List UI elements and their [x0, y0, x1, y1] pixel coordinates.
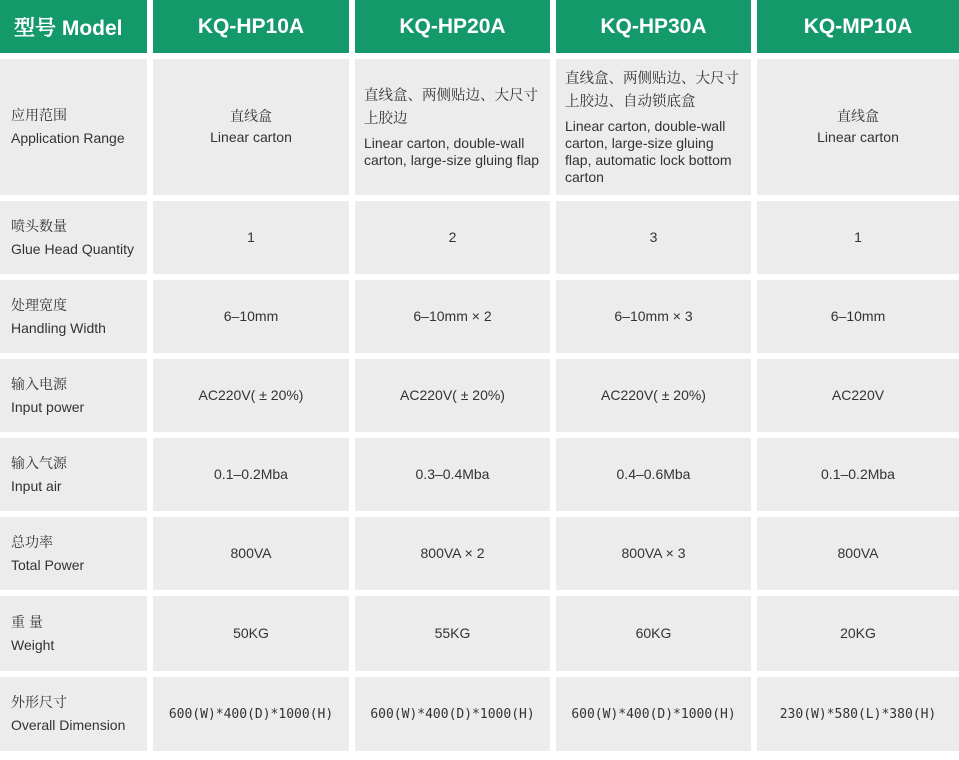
cell-zh: 直线盒 [230, 108, 272, 124]
application-cell-1 [153, 59, 355, 201]
input-power-cell-4: AC220V [757, 359, 959, 438]
row-label-overall-dimension [0, 677, 153, 751]
input-air-cell-2: 0.3–0.4Mba [355, 438, 556, 517]
application-cell-4 [757, 59, 959, 201]
application-cell-3 [556, 59, 757, 201]
row-label-input-air [0, 438, 153, 517]
row-label-zh: 处理宽度 [11, 296, 67, 313]
weight-cell-1: 50KG [153, 596, 355, 677]
cell-en: Linear carton [817, 129, 899, 145]
input-power-cell-3: AC220V( ± 20%) [556, 359, 757, 438]
application-cell-2 [355, 59, 556, 201]
dimension-cell-4: 230(W)*580(L)*380(H) [757, 677, 959, 751]
row-label-handling-width [0, 280, 153, 359]
row-label-en: Overall Dimension [11, 717, 126, 733]
input-air-cell-1: 0.1–0.2Mba [153, 438, 355, 517]
cell-zh: 直线盒 [837, 108, 879, 124]
cell-zh: 直线盒、两侧贴边、大尺寸上胶边、自动锁底盒 [565, 71, 739, 110]
row-label-total-power [0, 517, 153, 596]
glue-head-cell-4: 1 [757, 201, 959, 280]
row-label-en: Input power [11, 398, 85, 415]
total-power-cell-2: 800VA × 2 [355, 517, 556, 596]
cell-en: Linear carton, double-wall carton, large-size gluing flap [364, 135, 540, 168]
row-label-en: Total Power [11, 556, 85, 573]
row-label-en: Glue Head Quantity [11, 240, 134, 257]
row-label-zh: 输入气源 [11, 454, 67, 471]
row-label-en: Application Range [11, 130, 125, 146]
row-label-zh: 输入电源 [11, 375, 67, 392]
header-model-3: KQ-HP30A [556, 0, 757, 59]
row-label-zh: 喷头数量 [11, 217, 67, 234]
row-label-en: Input air [11, 477, 62, 494]
header-model-2: KQ-HP20A [355, 0, 556, 59]
input-power-cell-2: AC220V( ± 20%) [355, 359, 556, 438]
dimension-cell-3: 600(W)*400(D)*1000(H) [556, 677, 757, 751]
cell-en: Linear carton [210, 129, 292, 145]
handling-width-cell-3: 6–10mm × 3 [556, 280, 757, 359]
input-power-cell-1: AC220V( ± 20%) [153, 359, 355, 438]
handling-width-cell-2: 6–10mm × 2 [355, 280, 556, 359]
row-label-zh: 应用范围 [11, 107, 67, 123]
input-air-cell-3: 0.4–0.6Mba [556, 438, 757, 517]
header-model-4: KQ-MP10A [757, 0, 959, 59]
total-power-cell-1: 800VA [153, 517, 355, 596]
header-model-1: KQ-HP10A [153, 0, 355, 59]
dimension-cell-1: 600(W)*400(D)*1000(H) [153, 677, 355, 751]
header-model-label: 型号 Model [0, 0, 153, 59]
total-power-cell-4: 800VA [757, 517, 959, 596]
cell-zh: 直线盒、两侧贴边、大尺寸上胶边 [364, 88, 538, 127]
weight-cell-3: 60KG [556, 596, 757, 677]
input-air-cell-4: 0.1–0.2Mba [757, 438, 959, 517]
glue-head-cell-2: 2 [355, 201, 556, 280]
row-label-zh: 外形尺寸 [11, 694, 67, 710]
glue-head-cell-3: 3 [556, 201, 757, 280]
handling-width-cell-1: 6–10mm [153, 280, 355, 359]
row-label-application-range [0, 59, 153, 201]
row-label-zh: 重 量 [11, 613, 43, 630]
weight-cell-4: 20KG [757, 596, 959, 677]
row-label-glue-head-quantity [0, 201, 153, 280]
handling-width-cell-4: 6–10mm [757, 280, 959, 359]
row-label-zh: 总功率 [11, 533, 53, 550]
weight-cell-2: 55KG [355, 596, 556, 677]
row-label-en: Handling Width [11, 319, 106, 336]
row-label-en: Weight [11, 636, 55, 653]
row-label-weight [0, 596, 153, 677]
glue-head-cell-1: 1 [153, 201, 355, 280]
dimension-cell-2: 600(W)*400(D)*1000(H) [355, 677, 556, 751]
cell-en: Linear carton, double-wall carton, large-size gluing flap, automatic lock bottom carton [565, 118, 732, 185]
total-power-cell-3: 800VA × 3 [556, 517, 757, 596]
row-label-input-power [0, 359, 153, 438]
